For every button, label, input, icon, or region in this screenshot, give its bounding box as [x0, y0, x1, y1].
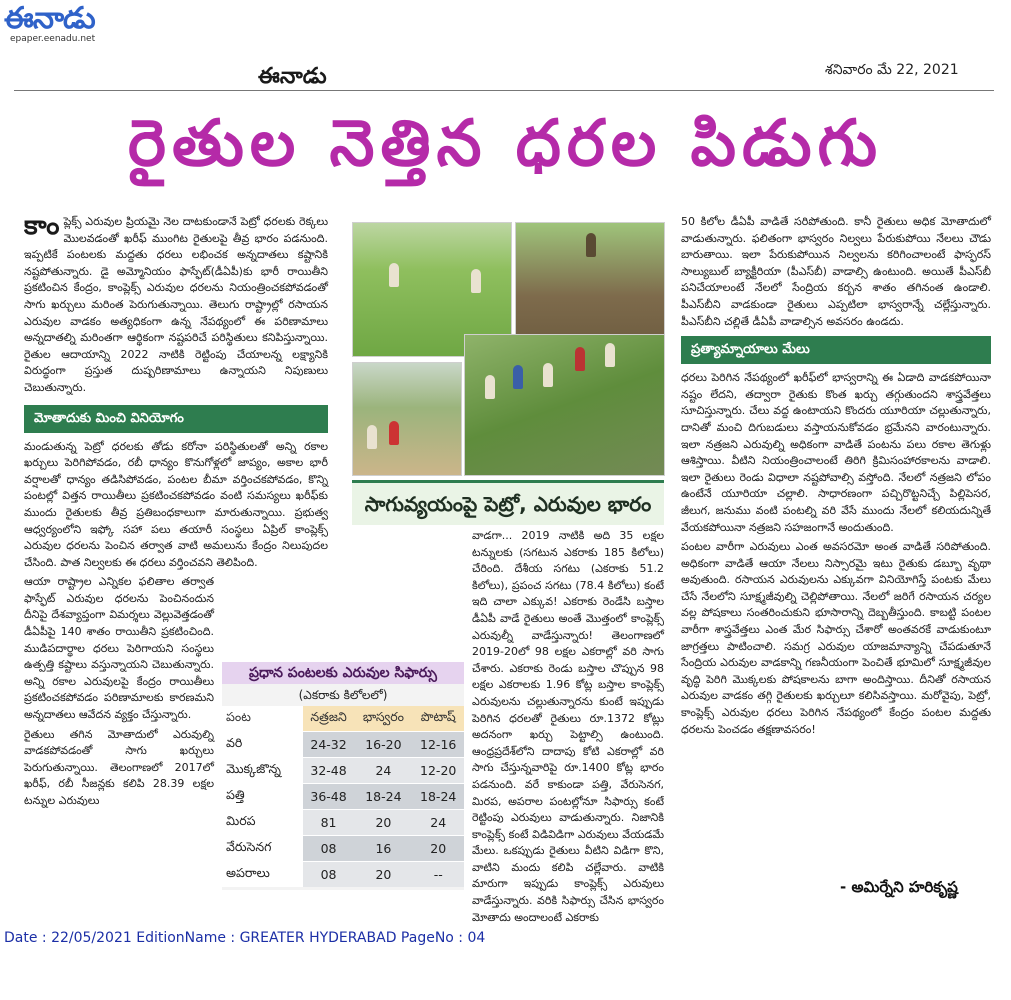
intro-paragraph [24, 211, 328, 397]
col3-body1: 50 కిలోల డీఏపీ వాడితే సరిపోతుంది. కానీ రైతులు అధిక మోతాదులో వాడుతున్నారు. ఫలితంగా భాస్వరం నిల్వలు పేరుకుపోయి నేలలు చౌడు బారుతాయి. ఇలా పేరుకుపోయిన నిల్వలను కరిగించాలంటే ఫాస్ఫరస్ సాల్యుబుల్ బ్యాక్టీరియా (పీఎస్‌బీ) వాడాల్సి ఉంటుంది. అయితే పీఎస్‌బీ పనిచేయాలంటే నేలలో సేంద్రియ కర్బన శాతం తగినంత ఉండాలి. పీఎస్‌బీని వాడకుండా రైతులు ఎప్పటిలా భాస్వరాన్నే చల్లేస్తున్నారు. పీఎస్‌బీని చల్లితే డీఏపీ వాడాల్సిన అవసరం ఉండదు. [681, 215, 991, 328]
table-row [222, 758, 464, 784]
col3-body3: పంటల వారీగా ఎరువులు ఎంత అవసరమో అంత వాడితే సరిపోతుంది. అధికంగా వాడితే ఆయా నేలలు నిస్సారమై ఇటు రైతుకు డబ్బూ వృథా అవుతుంది. రసాయన ఎరువులను ఎక్కువగా వినియోగిస్తే పంటకు మేలు చేసే నేలలోని సూక్ష్మజీవుల్ని చెల్లిపోతాయి. నేలలో జరిగే రసాయన చర్యల వల్ల పోషకాలు సంతరించుకుని భూసారాన్ని దెబ్బతీస్తుంది. కాబట్టి పంటల వారీగా శాస్త్రవేత్తలు ఎంత మేర సిఫార్సు చేశారో అంతవరకే వాడుకుంటూ జాగ్రత్తలు పాటించాలి. సమగ్ర ఎరువుల యాజమాన్యాన్ని చేపడుతూనే సేంద్రియ ఎరువుల వాడకాన్ని గణనీయంగా పెంచితే భూమిలో సూక్ష్మజీవుల వృద్ధి పెరిగి మొక్కలకు పోషకాలను బాగా అందిస్తాయి. దీనితో రసాయన ఎరువుల వాడకం తగ్గి రైతులకు ఖర్చులూ కలిసివస్తాయి. మరోవైపు, పెట్రో, కాంప్లెక్స్ ఎరువుల ధరలు పెరిగిన నేపథ్యంలో కేంద్రం పంటల మద్దతు ధరలను పెంచడం తక్షణావసరం! [681, 540, 991, 736]
cell-value: 20 [412, 836, 464, 862]
col2-body1: వాడగా... 2019 నాటికి అది 35 లక్షల టన్నులకు (సగటున ఎకరాకు 185 కిలోలు) చేరింది. దేశీయ సగటు (ఎకరాకు 51.2 కిలోలు), ప్రపంచ సగటు (78.4 కిలోలు) కంటే ఇది చాలా ఎక్కువ! ఎకరాకు రెండేసి బస్తాల డీఏపీ వాడే రైతులు అంతే మొత్తంలో కాంప్లెక్స్ ఎరువుల్నీ వాడేస్తున్నారు! తెలంగాణలో 2019-20లో 98 లక్షల ఎకరాల్లో వరి సాగు చేశారు. ఎకరాకు రెండు బస్తాల చొప్పున 98 లక్షల ఎకరాలకు 1.96 కోట్ల బస్తాల కాంప్లెక్స్ ఎరువులను చల్లుతున్నారను కుంటే ఇప్పుడు పెరిగిన ధరలతో రైతులు రూ.1372 కోట్లు అదనంగా ఖర్చు పెట్టాల్సి ఉంటుంది. ఆంధ్రప్రదేశ్‌లోని దాదాపు కోటి ఎకరాల్లో వరి సాగు చేస్తున్నవారిపై రూ.1400 కోట్ల భారం పడనుంది. వరే కాకుండా పత్తి, వేరుసెనగ, మిరప, అపరాల పంటల్లోనూ సిఫార్సు కంటే రెట్టింపు ఎరువులు వాడుతున్నారు. నిజానికి కాంప్లెక్స్ కంటే విడివిడిగా ఎరువులు వేయడమే మేలు. ఒకప్పుడు రైతులు వీటిని విడిగా కొని, వాటిని మందు కలిపి చల్లేవారు. వాటికి మారుగా ఇప్పుడు కాంప్లెక్స్ ఎరువులు వాడేస్తున్నారు. వరికి సిఫార్సు చేసిన భాస్వరం మోతాదు అందాలంటే ఎకరాకు [472, 529, 664, 924]
photo-caption: సాగువ్యయంపై పెట్రో, ఎరువుల భారం [352, 480, 664, 525]
cell-value: 16 [354, 836, 412, 862]
logo-mark: ఈనాడు [4, 1, 95, 36]
table-header-row [222, 706, 464, 732]
cell-value: 20 [354, 862, 412, 888]
cell-value: 32-48 [303, 758, 355, 784]
fertilizer-table [222, 706, 464, 887]
cell-value: 24 [412, 810, 464, 836]
masthead: ఈనాడు [258, 64, 327, 89]
header-nitrogen: నత్రజని [303, 706, 355, 732]
table-row [222, 862, 464, 888]
headline: రైతుల నెత్తిన ధరల పిడుగు [128, 107, 883, 181]
cell-value: 24-32 [303, 732, 355, 758]
col3-body2: ధరలు పెరిగిన నేపథ్యంలో ఖరీఫ్‌లో భాస్వరాన్ని ఈ ఏడాది వాడకపోయినా నష్టం లేదని, తద్వారా రైతుకు కొంత ఖర్చు తగ్గుతుందని శాస్త్రవేత్తలు సూచిస్తున్నారు. చేలు వద్ద ఉంటాయని కొందరు యూరియా చల్లుతున్నారు, దానితో మంచి దిగుబడులు వస్తాయనుకోవడం భ్రమేనని వారంటున్నారు. ఇలా నత్రజని ఎరువుల్ని అధికంగా వాడితే పంటను పలు రకాల తెగుళ్లు ఆశిస్తాయి. వీటిని నియంత్రించాలంటే తిరిగి క్రిమిసంహారకాలను వాడాలి. ఇలా రైతులు రెండు విధాలా నష్టపోవాల్సి వస్తోంది. నేలలో నత్రజని లోపం ఉంటేనే యూరియా చల్లాలి. సాధారణంగా పచ్చిరొట్టనిచ్చే పిల్లిపెసర, జీలుగ, జనుము వంటి పంటల్ని వరి వేసే ముందు నేలలో కలియదున్నితే వేయకపోయినా నత్రజని సహజంగానే అందుతుంది. [681, 371, 991, 534]
cell-value: -- [412, 862, 464, 888]
table-row [222, 836, 464, 862]
cell-value: 12-16 [412, 732, 464, 758]
cell-crop: మిరప [222, 810, 303, 836]
fertilizer-table-box [222, 662, 464, 890]
cell-crop: మొక్కజొన్న [222, 758, 303, 784]
cell-value: 08 [303, 862, 355, 888]
edition-footer: Date : 22/05/2021 EditionName : GREATER HYDERABAD PageNo : 04 [4, 930, 486, 946]
col1-body3: రైతులు తగిన మోతాదులో ఎరువుల్ని వాడకపోవడంతో సాగు ఖర్చులు పెరుగుతున్నాయి. తెలంగాణలో 2017లో ఖరీఫ్, రబీ సీజన్లకు కలిపి 28.39 లక్షల టన్నుల ఎరువులు [24, 727, 214, 807]
cell-value: 36-48 [303, 784, 355, 810]
cell-value: 81 [303, 810, 355, 836]
table-title: ప్రధాన పంటలకు ఎరువుల సిఫార్సు [222, 662, 464, 684]
cell-value: 24 [354, 758, 412, 784]
header-crop: పంట [222, 706, 303, 732]
intro-text: ప్లెక్స్ ఎరువుల ప్రియమై నెల దాటకుండానే పెట్రో ధరలకు రెక్కలు మొలవడంతో ఖరీఫ్ ముంగిట రైతులపై తీవ్ర భారం పడనుంది. ఇప్పటికే పంటలకు మద్దతు ధరలు లభించక అన్నదాతలు కష్టానికి నష్టపోతున్నారు. డై అమ్మోనియం ఫాస్ఫేట్(డీఏపీ)కు భారీ రాయితీని ప్రకటించిన కేంద్రం, కాంప్లెక్స్ ఎరువుల ధరలను నియంత్రించకపోవడంతో సాగు ఖర్చులు మరింత పెరుగుతున్నాయి. తెలుగు రాష్ట్రాల్లో రసాయన ఎరువుల వాడకం అత్యధికంగా ఉన్న నేపథ్యంలో ఈ పరిణామాలు అన్నదాతల్ని మరింతగా ఆర్థికంగా నష్టపరిచే పరిస్థితులు కనిపిస్తున్నాయి. రైతుల ఆదాయాన్ని 2022 నాటికి రెట్టింపు చేయాలన్న లక్ష్యానికి విరుద్ధంగా ప్రస్తుత దుష్పరిణామాలు ఉన్నాయని నిపుణులు చెబుతున్నారు. [24, 215, 328, 394]
table-row [222, 732, 464, 758]
cell-value: 18-24 [354, 784, 412, 810]
cell-value: 08 [303, 836, 355, 862]
photo-collage [352, 222, 664, 474]
subhead-alternatives: ప్రత్యామ్నాయాలు మేలు [681, 336, 991, 364]
col1-body2: ఆయా రాష్ట్రాల ఎన్నికల ఫలితాల తర్వాత ఫాస్ఫేట్ ఎరువుల ధరలను పెంచినందున దీనిపై దేశవ్యాప్తంగా విమర్శలు వెల్లువెత్తడంతో డీఏపీపై 140 శాతం రాయితీని ప్రకటించింది. ముడిపదార్థాల ధరలు పెరిగాయని సంస్థలు ఉత్పత్తి కష్టాలు వస్తున్నాయని చెబుతున్నారు. అన్ని రకాల ఎరువులపై కేంద్రం రాయితీలు ప్రకటించకపోవడం పరిణామాలకు కారణమని అన్నదాతలు ఆవేదన వ్యక్తం చేస్తున్నారు. [24, 575, 214, 722]
cell-crop: అపరాలు [222, 862, 303, 888]
cell-crop: పత్తి [222, 784, 303, 810]
dateline: శనివారం మే 22, 2021 [825, 62, 959, 78]
header-potash: పొటాష్ [412, 706, 464, 732]
cell-crop: వరి [222, 732, 303, 758]
cell-value: 18-24 [412, 784, 464, 810]
cell-value: 12-20 [412, 758, 464, 784]
eenadu-logo[interactable] [4, 1, 126, 44]
header-rule [14, 90, 994, 91]
col1-body1: మండుతున్న పెట్రో ధరలకు తోడు కరోనా పరిస్థితులతో అన్ని రకాల ఖర్చులు పెరిగిపోవడం, రబీ ధాన్యం కొనుగోళ్లలో జాప్యం, అకాల భారీ వర్షాలతో ధాన్యం తడిసిపోవడం, పంటల బీమా వర్తించకపోవడం, కొన్ని పంటల్లో విత్తన రాయితీలు ప్రకటించకపోవడం వంటి సమస్యలు ఖరీఫ్‌కు ముందు రైతులకు తీవ్ర ప్రతిబంధకాలుగా మారుతున్నాయి. ప్రభుత్వ ఆధ్వర్యంలోని ఇఫ్కో సహా పలు తయారీ సంస్థలు ఏప్రిల్ కాంప్లెక్స్ ఎరువుల ధరలను పెంచిన తర్వాత వాటి అమలును కేంద్రం నిలుపుదల చేసింది. పాత నిల్వలకు ఈ ధరలు వర్తించవని తెలిపింది. [24, 439, 328, 569]
table-row [222, 810, 464, 836]
table-subtitle: (ఎకరాకు కిలోలలో) [298, 688, 388, 702]
cell-value: 16-20 [354, 732, 412, 758]
dropcap: కాం [24, 211, 60, 241]
logo-url: epaper.eenadu.net [10, 34, 96, 44]
cell-crop: వేరుసెనగ [222, 836, 303, 862]
photo-fertilizer-heap [352, 362, 462, 476]
photo-field-workers [464, 334, 665, 476]
byline: - అమిర్నేని హరికృష్ణ [840, 878, 958, 896]
subhead-overuse: మోతాదుకు మించి వినియోగం [24, 405, 328, 433]
column-3 [681, 214, 991, 741]
cell-value: 20 [354, 810, 412, 836]
header-phosphorus: భాస్వరం [354, 706, 412, 732]
table-row [222, 784, 464, 810]
